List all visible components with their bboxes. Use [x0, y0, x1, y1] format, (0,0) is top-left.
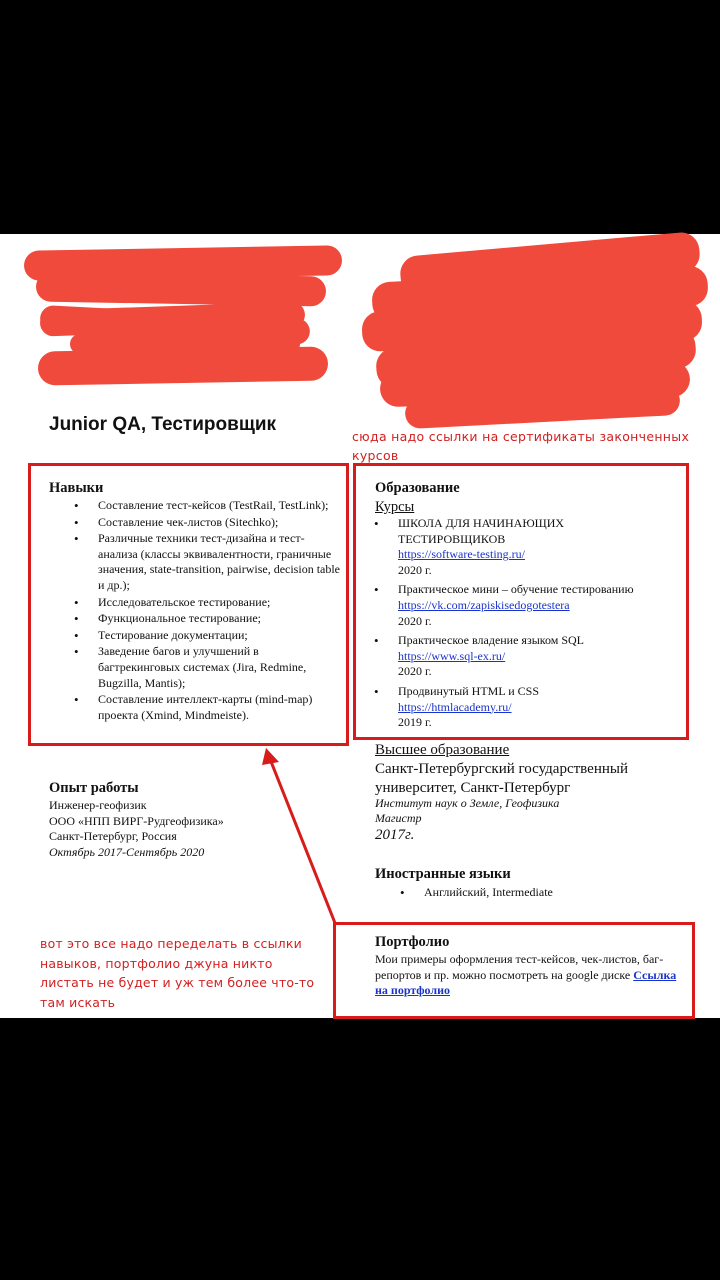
experience-heading: Опыт работы: [49, 780, 139, 796]
university-name: Санкт-Петербургский государственный университет, Санкт-Петербург: [375, 761, 628, 796]
annotation-top-note: сюда надо ссылки на сертификаты законченных курсов: [352, 429, 690, 463]
higher-education-heading: Высшее образование: [375, 742, 510, 758]
list-item: • Составление тест-кейсов (TestRail, TestLink);: [98, 498, 343, 514]
annotation-arrow-line: [270, 759, 335, 923]
experience-company: ООО «НПП ВИРГ-Рудгеофизика»: [49, 814, 224, 828]
course-name: • Практическое мини – обучение тестированию: [398, 582, 634, 597]
course-name: • ШКОЛА ДЛЯ НАЧИНАЮЩИХ ТЕСТИРОВЩИКОВ: [398, 516, 565, 546]
languages-heading: Иностранные языки: [375, 866, 511, 882]
experience-location: Санкт-Петербург, Россия: [49, 829, 177, 843]
course-link[interactable]: https://www.sql-ex.ru/: [398, 648, 506, 663]
portfolio-description: Мои примеры оформления тест-кейсов, чек-листов, баг-репортов и пр. можно посмотреть на google диске: [375, 952, 664, 982]
resume-document: [0, 234, 720, 1018]
course-link[interactable]: https://htmlacademy.ru/: [398, 699, 512, 714]
institute-name: Институт наук о Земле, Геофизика: [375, 796, 560, 810]
annotation-arrows: [0, 234, 720, 1018]
course-year: 2019 г.: [398, 715, 432, 730]
role-title: Junior QA, Тестировщик: [49, 414, 277, 435]
list-item: • Тестирование документации;: [98, 628, 343, 644]
list-item: • Составление чек-листов (Sitechko);: [98, 515, 343, 531]
course-name: • Практическое владение языком SQL: [398, 633, 585, 648]
course-link[interactable]: https://software-testing.ru/: [398, 547, 525, 562]
experience-period: Октябрь 2017-Сентябрь 2020: [49, 845, 205, 859]
course-link[interactable]: https://vk.com/zapiskisedogotestera: [398, 597, 570, 612]
graduation-year: 2017г.: [375, 827, 415, 843]
education-heading: Образование: [375, 480, 460, 496]
course-year: 2020 г.: [398, 664, 432, 679]
annotation-bottom-note: вот это все надо переделать в ссылки навыков, портфолио джуна никто листать не будет и уж тем более что-то там искать: [40, 936, 315, 1010]
portfolio-heading: Портфолио: [375, 934, 450, 950]
courses-heading: Курсы: [375, 499, 415, 515]
course-name: • Продвинутый HTML и CSS: [398, 683, 539, 698]
degree: Магистр: [375, 811, 422, 825]
portfolio-link[interactable]: Ссылка на портфолио: [375, 967, 677, 997]
course-year: 2020 г.: [398, 562, 432, 577]
experience-position: Инженер-геофизик: [49, 798, 147, 812]
list-item: • Заведение багов и улучшений в багтрекинговых системах (Jira, Redmine, Bugzilla, Mantis);: [98, 644, 343, 691]
list-item: • Исследовательское тестирование;: [98, 595, 343, 611]
annotation-arrow-head: [262, 748, 279, 765]
list-item: • Функциональное тестирование;: [98, 611, 343, 627]
list-item: • Различные техники тест-дизайна и тест-анализа (классы эквивалентности, граничные значения, state-transition, pairwise, decision table и др.);: [98, 531, 343, 593]
skills-heading: Навыки: [49, 480, 104, 496]
list-item: • Английский, Intermediate: [424, 885, 674, 901]
course-year: 2020 г.: [398, 613, 432, 628]
list-item: • Составление интеллект-карты (mind-map) проекта (Xmind, Mindmeiste).: [98, 692, 343, 723]
